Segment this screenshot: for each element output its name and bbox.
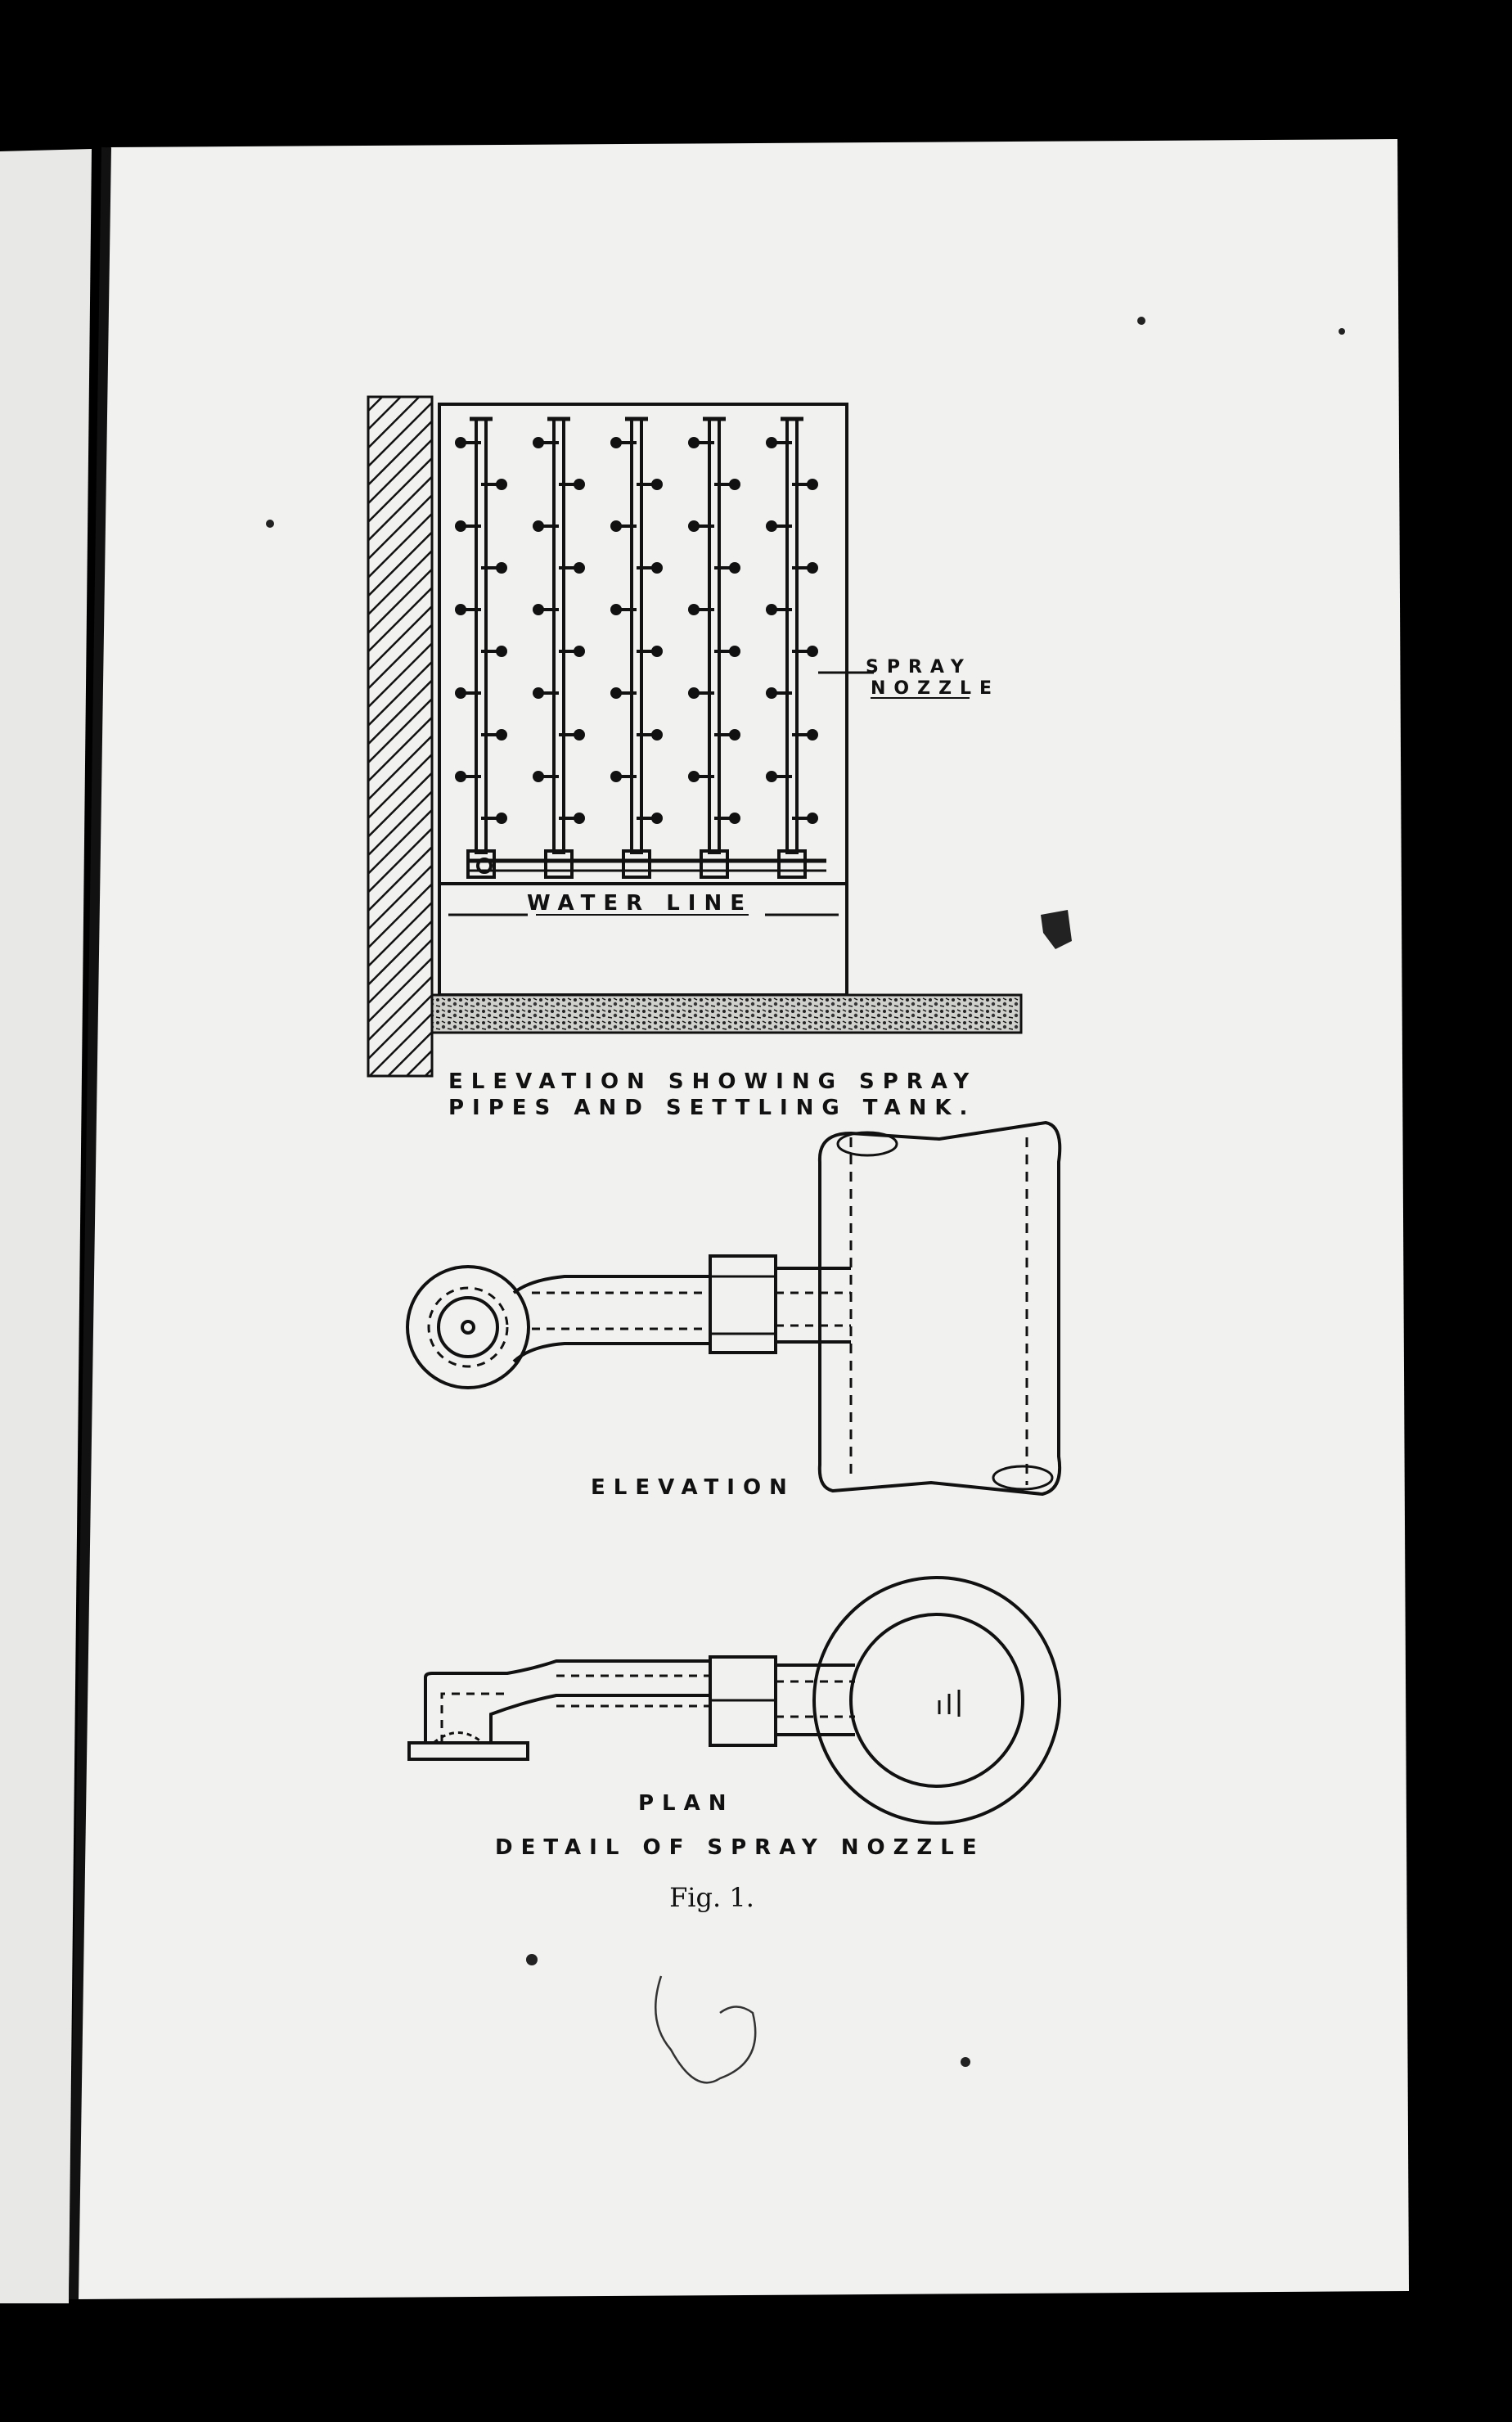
- hatched-wall: [368, 397, 432, 1076]
- detail-title: DETAIL OF SPRAY NOZZLE: [495, 1835, 985, 1860]
- nozzle-label: NOZZLE: [871, 678, 1001, 699]
- plan-label: PLAN: [638, 1791, 735, 1816]
- nozzle-elevation-label: ELEVATION: [591, 1475, 795, 1500]
- elevation-caption-line1: ELEVATION SHOWING SPRAY: [448, 1069, 978, 1094]
- elevation-caption-line2: PIPES AND SETTLING TANK.: [448, 1096, 976, 1120]
- figure-caption: Fig. 1.: [669, 1882, 754, 1913]
- page-paper: [75, 139, 1409, 2299]
- gravel-ground: [432, 995, 1021, 1033]
- water-line-label: WATER LINE: [527, 891, 753, 916]
- spray-label: SPRAY: [866, 657, 972, 678]
